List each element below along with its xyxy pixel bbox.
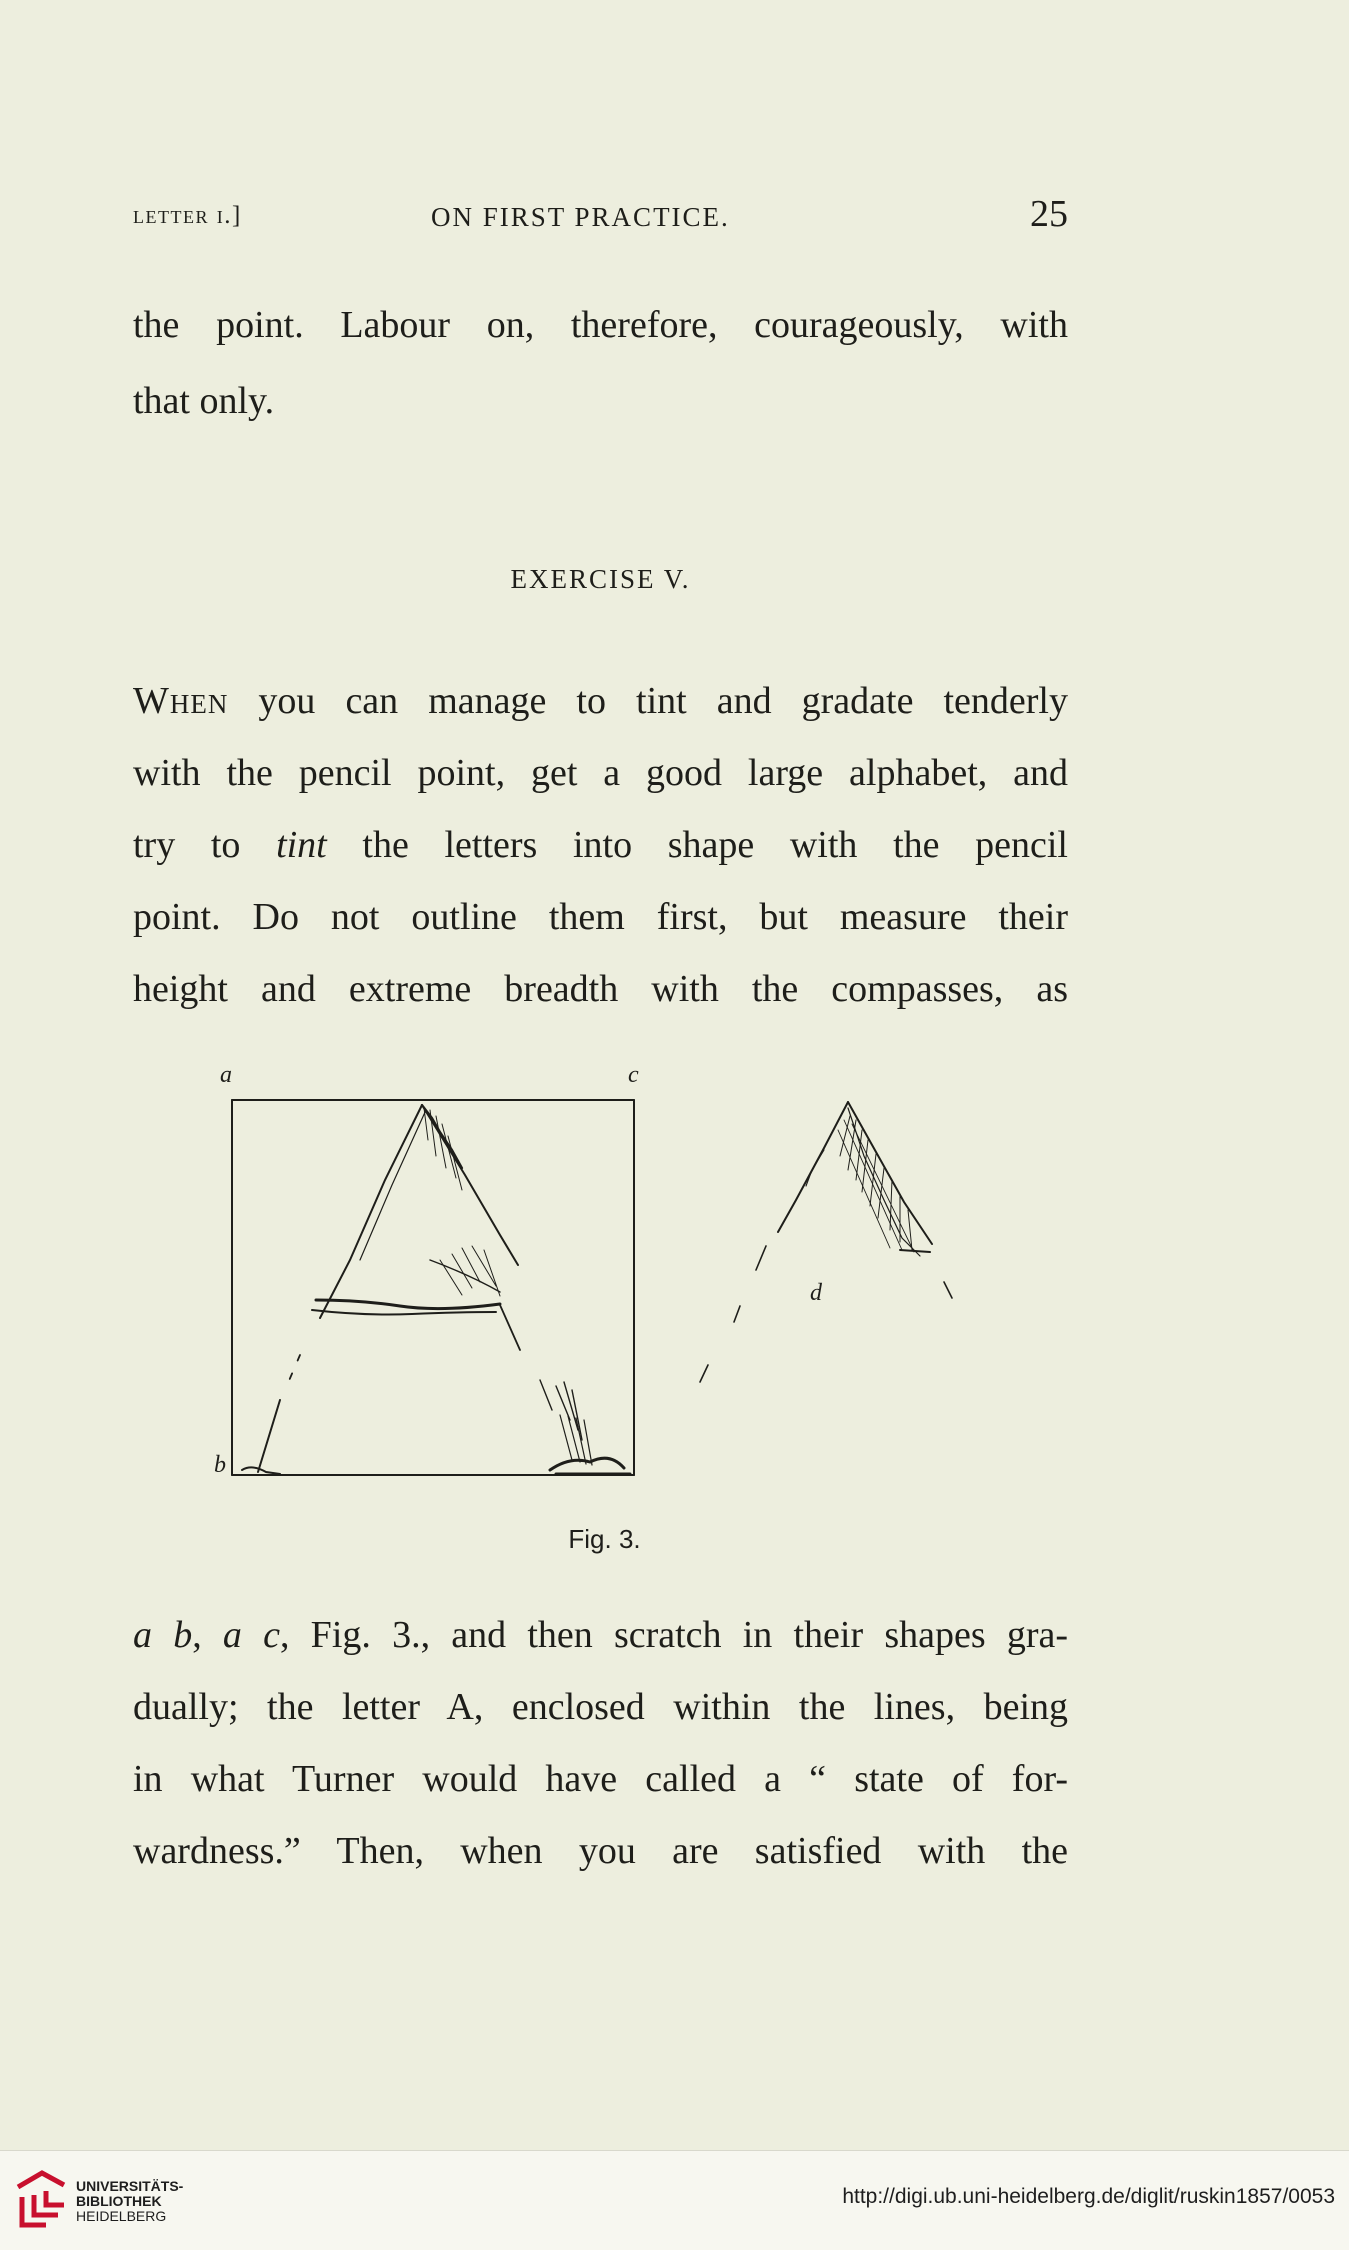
library-name-line-1: UNIVERSITÄTS- [76, 2178, 184, 2194]
body-line-1: the point. Labour on, therefore, courageously, with [133, 304, 1068, 346]
permalink-url[interactable]: http://digi.ub.uni-heidelberg.de/diglit/ruskin1857/0053 [842, 2185, 1335, 2208]
first-word: When [133, 680, 229, 722]
paragraph2-line-1 [133, 1612, 1068, 1658]
library-name-line-2: BIBLIOTHEK [76, 2193, 162, 2209]
paragraph2-line-2: dually; the letter A, enclosed within the lines, being [133, 1686, 1068, 1728]
running-head [133, 192, 1068, 242]
page-number: 25 [1030, 193, 1068, 235]
paragraph2-sep: , [192, 1614, 223, 1656]
paragraph-line-1 [133, 678, 1068, 724]
running-head-title: ON FIRST PRACTICE. [431, 202, 730, 232]
paragraph-line-3 [133, 822, 1068, 868]
running-head-letter: letter i.] [133, 202, 242, 229]
emphasis-tint: tint [276, 824, 327, 866]
paragraph-line-1-rest: you can manage to tint and gradate tenderly [228, 680, 1068, 722]
figure-label-c: c [628, 1062, 639, 1088]
paragraph2-line-3: in what Turner would have called a “ state of for- [133, 1758, 1068, 1800]
emphasis-ab: a b [133, 1614, 193, 1656]
library-name [76, 2179, 183, 2224]
body-line-2: that only. [133, 380, 275, 422]
paragraph-line-4: point. Do not outline them first, but measure their [133, 896, 1068, 938]
paragraph2-line-1-rest: , Fig. 3., and then scratch in their shapes gra- [279, 1614, 1069, 1656]
emphasis-ac: a c [222, 1614, 280, 1656]
figure-label-d: d [810, 1280, 822, 1306]
paragraph-line-3-b: the letters into shape with the pencil [326, 824, 1068, 866]
viewer-footer [0, 2150, 1349, 2250]
paragraph2-line-4: wardness.” Then, when you are satisfied with the [133, 1830, 1068, 1872]
figure-letter-a-illustration [200, 1060, 960, 1500]
figure-label-b: b [214, 1452, 226, 1478]
paragraph-line-3-a: try to [133, 824, 277, 866]
library-name-line-3: HEIDELBERG [76, 2208, 167, 2224]
figure-caption: Fig. 3. [568, 1524, 641, 1554]
paragraph-line-5: height and extreme breadth with the compasses, as [133, 968, 1068, 1010]
paragraph-line-2: with the pencil point, get a good large alphabet, and [133, 752, 1068, 794]
exercise-heading: EXERCISE V. [510, 564, 691, 594]
university-library-logo-icon [12, 2167, 70, 2233]
figure-label-a: a [220, 1062, 232, 1088]
